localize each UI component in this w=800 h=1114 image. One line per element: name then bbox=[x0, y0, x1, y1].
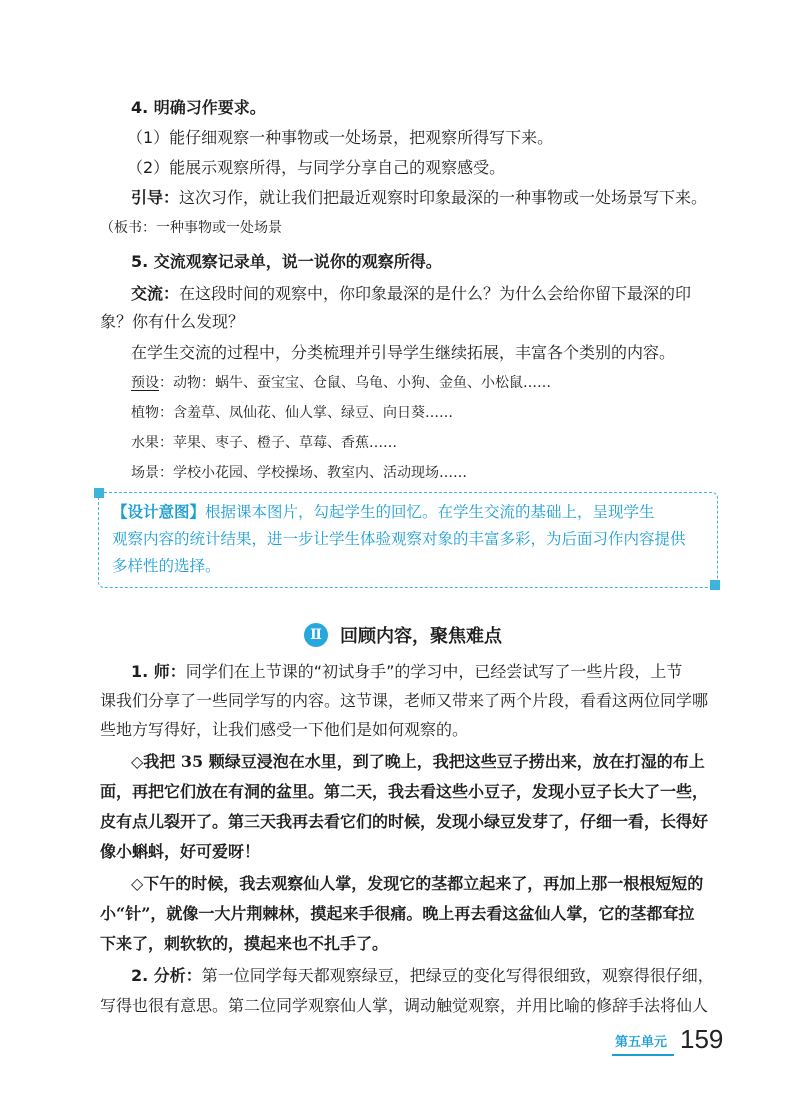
example-1-line-2: 面，再把它们放在有洞的盆里。第二天，我去看这些小豆子，发现小豆子长大了一些， bbox=[100, 782, 709, 801]
example-2-line-2: 小“针”，就像一大片荆棘林，摸起来手很痛。晚上再去看这盆仙人掌，它的茎都耷拉 bbox=[100, 904, 695, 923]
example-2-line-3: 下来了，刺软软的，摸起来也不扎手了。 bbox=[100, 934, 389, 953]
unit-label: 第五单元 bbox=[615, 1035, 668, 1050]
guide-text: 这次习作，就让我们把最近观察时印象最深的一种事物或一处场景写下来。 bbox=[179, 188, 708, 207]
teacher-label: 1. 师： bbox=[131, 662, 186, 681]
teacher-paragraph-line-2: 课我们分享了一些同学写的内容。这节课，老师又带来了两个片段，看看这两位同学哪 bbox=[100, 691, 709, 710]
guide-paragraph bbox=[131, 186, 722, 210]
preset-animals-text: ：动物：蜗牛、蚕宝宝、仓鼠、乌龟、小狗、金鱼、小松鼠…… bbox=[159, 375, 551, 391]
section-number-badge: Ⅱ bbox=[304, 623, 328, 647]
box-corner-ornament bbox=[710, 580, 720, 590]
heading-step-5: 5. 交流观察记录单，说一说你的观察所得。 bbox=[131, 252, 442, 271]
analysis-paragraph-line-2: 写得也很有意思。第二位同学观察仙人掌，调动触觉观察，并用比喻的修辞手法将仙人 bbox=[100, 996, 709, 1015]
requirement-1: （1）能仔细观察一种事物或一处场景，把观察所得写下来。 bbox=[127, 128, 554, 147]
requirement-2: （2）能展示观察所得，与同学分享自己的观察感受。 bbox=[127, 158, 506, 177]
guide-label: 引导： bbox=[131, 188, 180, 207]
teacher-paragraph-line-3: 些地方写得好，让我们感受一下他们是如何观察的。 bbox=[100, 720, 469, 739]
teacher-text-1: 同学们在上节课的“初试身手”的学习中，已经尝试写了一些片段，上节 bbox=[185, 662, 683, 681]
example-1-line-4: 像小蝌蚪，好可爱呀！ bbox=[100, 842, 261, 861]
analysis-text-1: 第一位同学每天都观察绿豆，把绿豆的变化写得很细致，观察得很仔细， bbox=[201, 966, 714, 985]
section-heading bbox=[304, 621, 502, 649]
preset-label: 预设 bbox=[131, 375, 159, 391]
exchange-label: 交流： bbox=[131, 284, 180, 303]
preset-animals bbox=[131, 371, 722, 395]
analysis-label: 2. 分析： bbox=[131, 966, 202, 985]
design-intent-line-3: 多样性的选择。 bbox=[112, 557, 221, 575]
teacher-paragraph-line-1 bbox=[131, 660, 722, 684]
design-intent-line-1 bbox=[112, 500, 712, 524]
page-number: 159 bbox=[680, 1024, 724, 1054]
preset-plants: 植物：含羞草、凤仙花、仙人掌、绿豆、向日葵…… bbox=[131, 405, 453, 421]
box-corner-ornament bbox=[94, 488, 104, 498]
exchange-paragraph-line-1 bbox=[131, 282, 722, 306]
design-intent-label: 【设计意图】 bbox=[112, 502, 206, 521]
board-note: （板书：一种事物或一处场景 bbox=[100, 220, 282, 236]
example-1-line-3: 皮有点儿裂开了。第三天我再去看它们的时候，发现小绿豆发芽了，仔细一看，长得好 bbox=[100, 812, 709, 831]
exchange-text: 在这段时间的观察中，你印象最深的是什么？为什么会给你留下最深的印 bbox=[179, 284, 692, 303]
footer-rule bbox=[612, 1054, 674, 1056]
heading-step-4: 4. 明确习作要求。 bbox=[131, 98, 266, 117]
analysis-paragraph-line-1 bbox=[131, 964, 722, 988]
process-paragraph: 在学生交流的过程中，分类梳理并引导学生继续拓展，丰富各个类别的内容。 bbox=[131, 343, 676, 362]
design-intent-line-2: 观察内容的统计结果，进一步让学生体验观察对象的丰富多彩，为后面习作内容提供 bbox=[112, 530, 686, 548]
example-1-line-1: ◇我把 35 颗绿豆浸泡在水里，到了晚上，我把这些豆子捞出来，放在打湿的布上 bbox=[131, 752, 705, 771]
section-title: 回顾内容，聚焦难点 bbox=[340, 626, 502, 647]
design-intent-text-1: 根据课本图片，勾起学生的回忆。在学生交流的基础上，呈现学生 bbox=[205, 503, 655, 521]
example-2-line-1: ◇下午的时候，我去观察仙人掌，发现它的茎都立起来了，再加上那一根根短短的 bbox=[131, 874, 704, 893]
preset-fruits: 水果：苹果、枣子、橙子、草莓、香蕉…… bbox=[131, 435, 397, 451]
exchange-paragraph-line-2: 象？你有什么发现？ bbox=[100, 312, 245, 331]
preset-scenes: 场景：学校小花园、学校操场、教室内、活动现场…… bbox=[131, 465, 467, 481]
